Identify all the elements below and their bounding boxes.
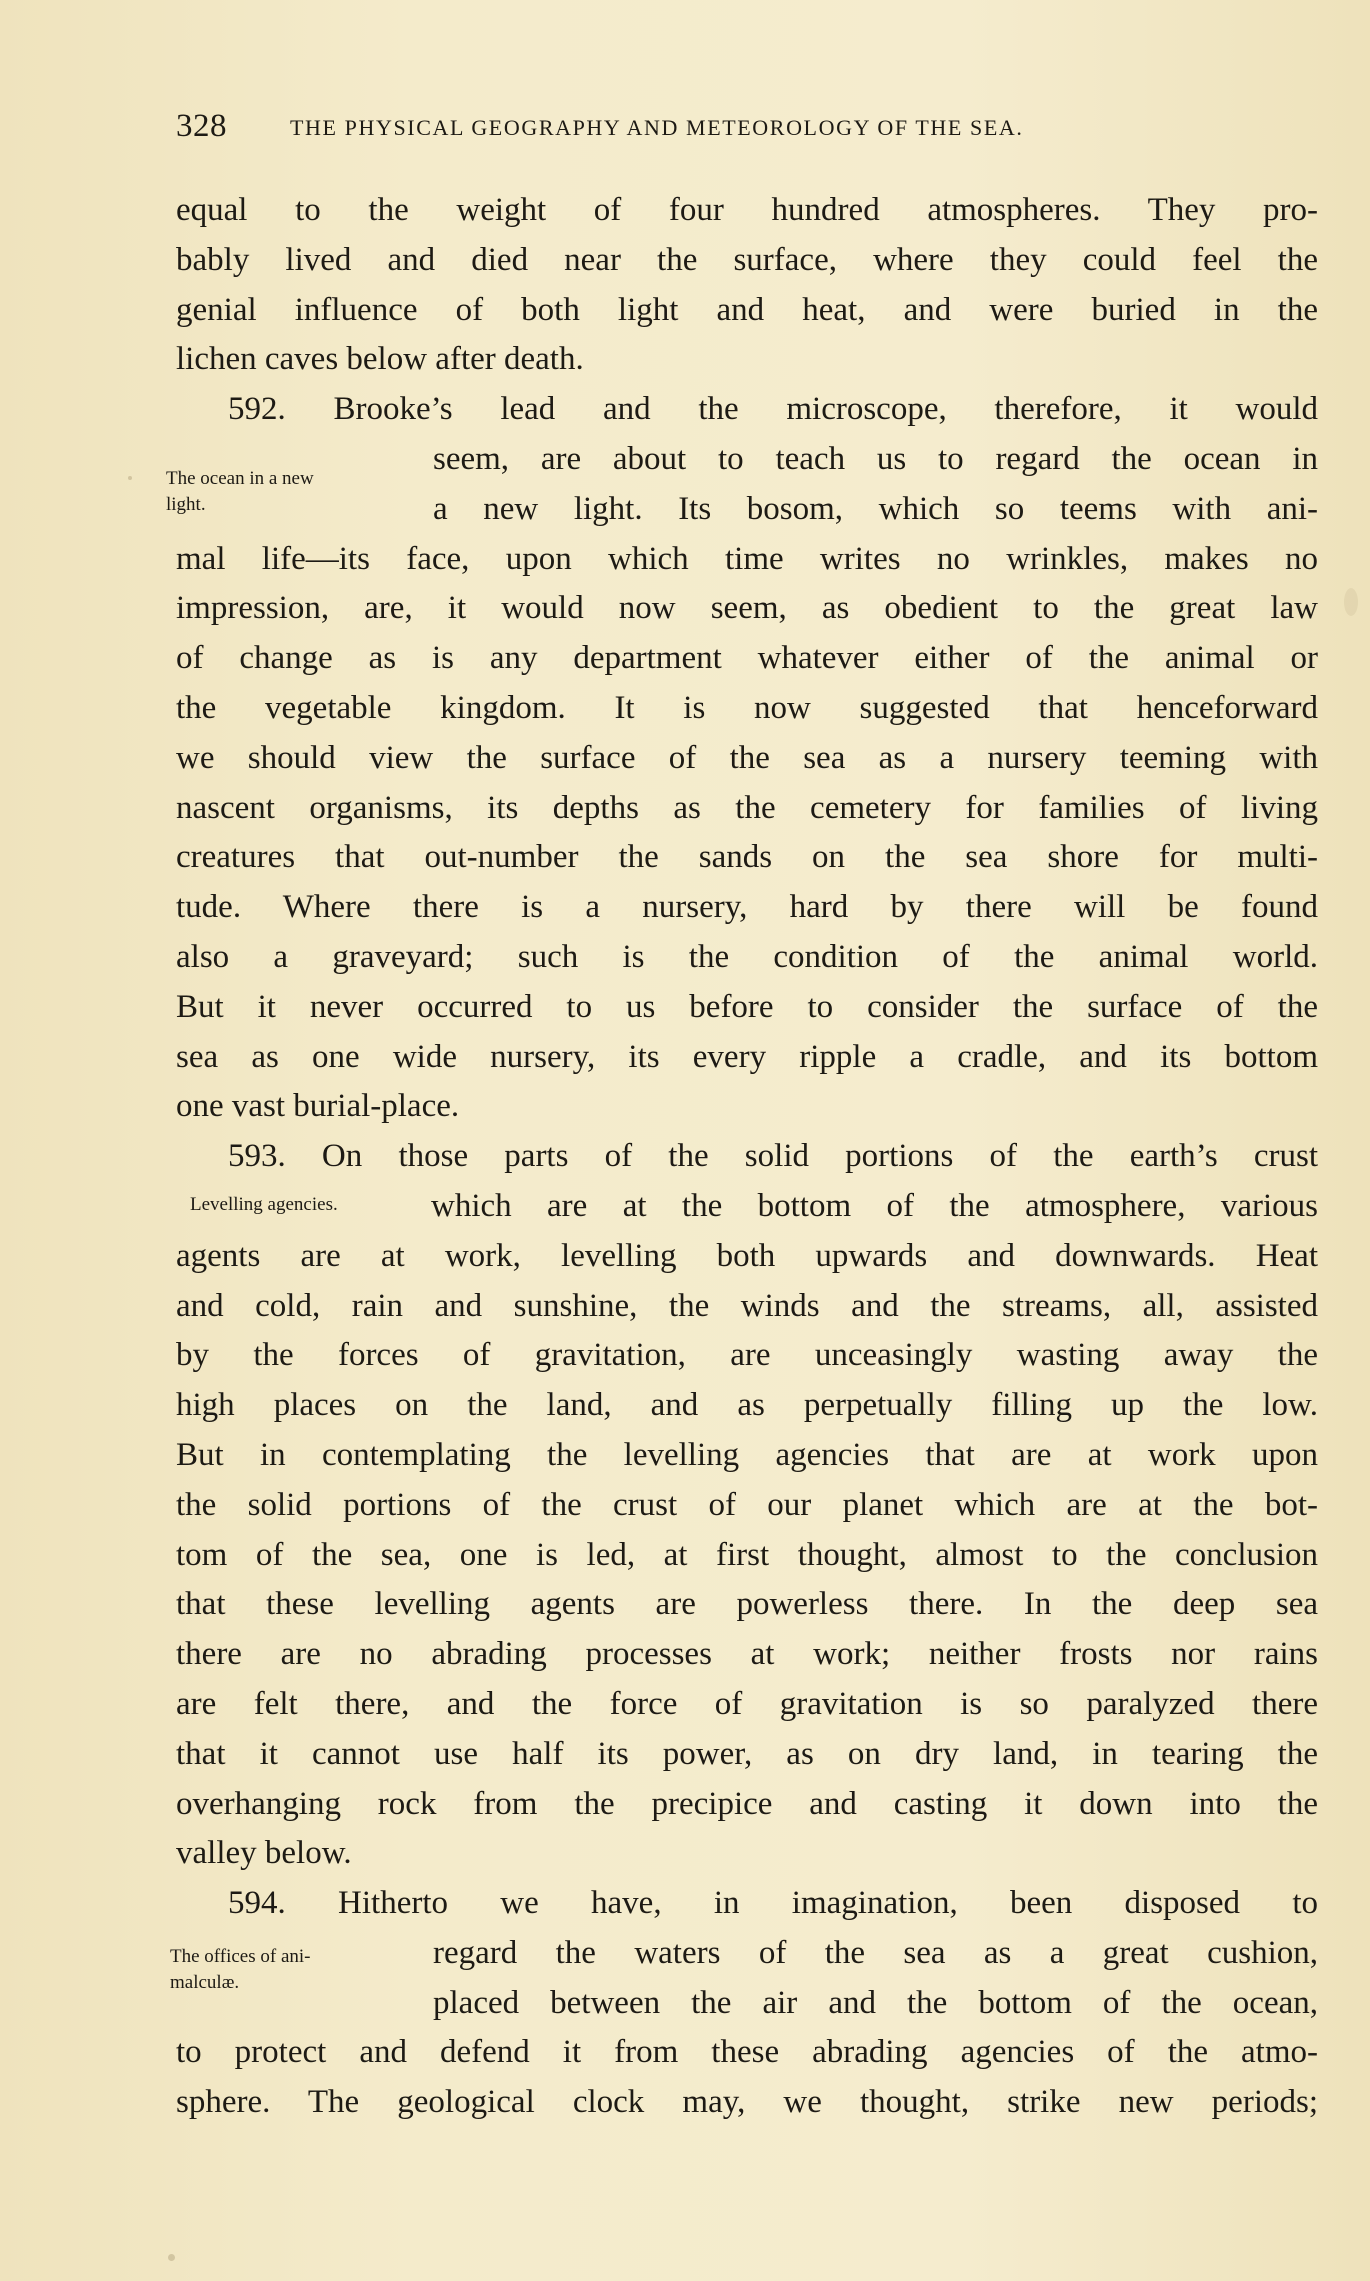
margin-note-line: The offices of ani-	[170, 1946, 311, 1967]
text-line: genial influence of both light and heat, and were buried in the	[176, 291, 1318, 328]
text-line: also a graveyard; such is the condition of the animal world.	[176, 938, 1318, 975]
text-line: of change as is any department whatever either of the animal or	[176, 640, 1318, 677]
paper-speck	[128, 476, 132, 480]
text-line: tom of the sea, one is led, at first thought, almost to the conclusion	[176, 1536, 1318, 1573]
text-line: sphere. The geological clock may, we thought, strike new periods;	[176, 2084, 1318, 2121]
text-line: agents are at work, levelling both upwards and downwards. Heat	[176, 1237, 1318, 1274]
text-line: one vast burial-place.	[176, 1088, 460, 1125]
text-line: a new light. Its bosom, which so teems with ani-	[433, 490, 1318, 527]
body-text	[176, 186, 1318, 2128]
text-line: high places on the land, and as perpetually filling up the low.	[176, 1387, 1318, 1424]
paragraph-593-start: 593. On those parts of the solid portions of the earth’s crust	[228, 1138, 1318, 1175]
text-line: placed between the air and the bottom of the ocean,	[433, 1984, 1318, 2021]
margin-note-line: The ocean in a new	[166, 468, 314, 489]
text-line: we should view the surface of the sea as a nursery teeming with	[176, 739, 1318, 776]
text-line: by the forces of gravitation, are unceasingly wasting away the	[176, 1337, 1318, 1374]
text-line: overhanging rock from the precipice and casting it down into the	[176, 1785, 1318, 1822]
margin-note-line: malculæ.	[170, 1972, 240, 1993]
paper-speck	[1344, 588, 1358, 616]
margin-note-levelling-agencies: Levelling agencies.	[190, 1194, 338, 1215]
text-line: tude. Where there is a nursery, hard by there will be found	[176, 889, 1318, 926]
margin-note-line: light.	[166, 494, 206, 515]
text-line: impression, are, it would now seem, as obedient to the great law	[176, 590, 1318, 627]
text-line: lichen caves below after death.	[176, 341, 584, 378]
paper-speck	[168, 2254, 175, 2261]
text-line: and cold, rain and sunshine, the winds and the streams, all, assisted	[176, 1287, 1318, 1324]
text-line: the solid portions of the crust of our planet which are at the bot-	[176, 1486, 1318, 1523]
text-line: which are at the bottom of the atmosphere, various	[431, 1187, 1318, 1224]
text-line: regard the waters of the sea as a great cushion,	[433, 1934, 1318, 1971]
text-line: nascent organisms, its depths as the cemetery for families of living	[176, 789, 1318, 826]
text-line: to protect and defend it from these abrading agencies of the atmo-	[176, 2034, 1318, 2071]
text-line: that it cannot use half its power, as on dry land, in tearing the	[176, 1735, 1318, 1772]
text-line: But it never occurred to us before to consider the surface of the	[176, 988, 1318, 1025]
page-header	[176, 108, 1256, 152]
text-line: sea as one wide nursery, its every ripple a cradle, and its bottom	[176, 1038, 1318, 1075]
paragraph-592-start: 592. Brooke’s lead and the microscope, therefore, it would	[228, 391, 1318, 428]
running-head: THE PHYSICAL GEOGRAPHY AND METEOROLOGY OF THE SEA.	[290, 115, 1024, 140]
text-line: that these levelling agents are powerless there. In the deep sea	[176, 1586, 1318, 1623]
text-line: bably lived and died near the surface, where they could feel the	[176, 241, 1318, 278]
text-line: there are no abrading processes at work; neither frosts nor rains	[176, 1636, 1318, 1673]
page-number: 328	[176, 108, 227, 144]
text-line: creatures that out-number the sands on the sea shore for multi-	[176, 839, 1318, 876]
text-line: the vegetable kingdom. It is now suggested that henceforward	[176, 689, 1318, 726]
text-line: valley below.	[176, 1835, 352, 1872]
text-line: mal life—its face, upon which time writes no wrinkles, makes no	[176, 540, 1318, 577]
text-line: But in contemplating the levelling agencies that are at work upon	[176, 1436, 1318, 1473]
text-line: equal to the weight of four hundred atmospheres. They pro-	[176, 192, 1318, 228]
paragraph-594-start: 594. Hitherto we have, in imagination, been disposed to	[228, 1885, 1318, 1922]
text-line: are felt there, and the force of gravitation is so paralyzed there	[176, 1685, 1318, 1722]
text-line: seem, are about to teach us to regard the ocean in	[433, 440, 1318, 477]
